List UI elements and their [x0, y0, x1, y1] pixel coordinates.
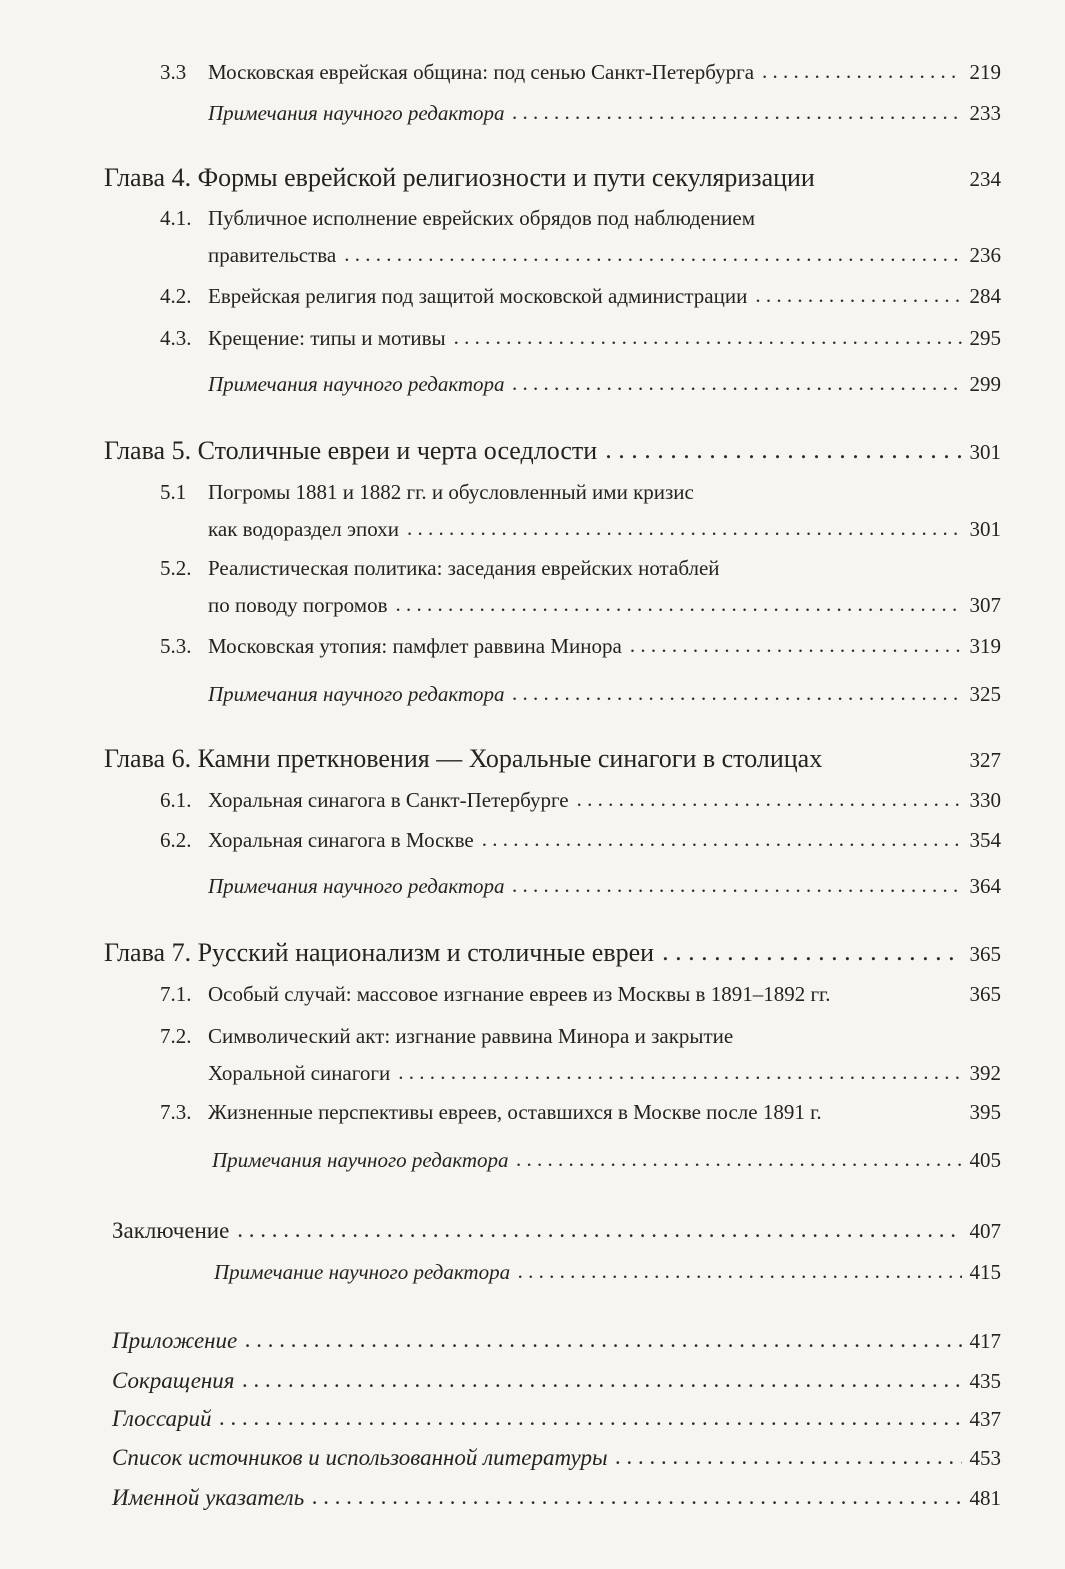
chapter-title: Глава 6. Камни преткновения — Хоральные синагоги в столицах	[104, 744, 823, 773]
dot-leader	[482, 827, 962, 852]
toc-entry-4-3	[160, 326, 1001, 351]
section-title-line2: Хоральной синагоги	[208, 1061, 391, 1085]
notes-title: Примечание научного редактора	[214, 1260, 511, 1284]
page-number: 365	[969, 942, 1001, 966]
page-number: 395	[969, 1100, 1001, 1124]
section-title-line1: Символический акт: изгнание раввина Минора и закрытие	[208, 1024, 734, 1048]
page-number: 233	[969, 101, 1001, 125]
dot-leader	[245, 1327, 961, 1353]
chapter-title: Глава 4. Формы еврейской религиозности и пути секуляризации	[104, 163, 815, 192]
page-number: 405	[969, 1148, 1001, 1172]
section-title: Московская утопия: памфлет раввина Минора	[208, 634, 622, 658]
section-title-line1: Реалистическая политика: заседания еврейских нотаблей	[208, 556, 720, 580]
section-number: 5.2.	[160, 556, 192, 580]
dot-leader	[662, 937, 961, 967]
appendix-title: Приложение	[112, 1328, 238, 1353]
section-title: Хоральная синагога в Санкт-Петербурге	[208, 788, 569, 812]
toc-entry-5-2	[160, 550, 1001, 624]
dot-leader	[513, 681, 962, 706]
dot-leader	[577, 787, 962, 812]
chapter-title: Глава 7. Русский национализм и столичные евреи	[104, 938, 655, 967]
dot-leader	[616, 1444, 962, 1470]
section-title-line2: как водораздел эпохи	[208, 517, 399, 541]
page-number: 236	[969, 243, 1001, 267]
toc-entry-conclusion	[112, 1218, 1001, 1244]
section-title: Особый случай: массовое изгнание евреев из Москвы в 1891–1892 гг.	[208, 982, 831, 1006]
section-number: 4.3.	[160, 326, 192, 350]
section-number: 5.3.	[160, 634, 192, 658]
page-number: 299	[969, 372, 1001, 396]
page-number: 301	[969, 440, 1001, 464]
name-index-title: Именной указатель	[112, 1485, 305, 1510]
toc-entry-7-3	[160, 1100, 1001, 1125]
notes-title: Примечания научного редактора	[208, 874, 505, 898]
chapter-title: Глава 5. Столичные евреи и черта оседлости	[104, 436, 598, 465]
dot-leader	[220, 1405, 962, 1431]
conclusion-title: Заключение	[112, 1218, 230, 1243]
page-number: 295	[969, 326, 1001, 350]
page-number: 365	[969, 982, 1001, 1006]
dot-leader	[755, 283, 961, 308]
page-number: 325	[969, 682, 1001, 706]
page-number: 219	[969, 60, 1001, 84]
section-number: 4.2.	[160, 284, 192, 308]
page-number: 234	[969, 167, 1001, 191]
section-title-line1: Публичное исполнение еврейских обрядов под наблюдением	[208, 206, 755, 230]
section-number: 6.2.	[160, 828, 192, 852]
toc-entry-glossary	[112, 1406, 1001, 1432]
glossary-title: Глоссарий	[112, 1406, 212, 1431]
toc-entry-4-2	[160, 284, 1001, 309]
page-number: 453	[969, 1446, 1001, 1470]
toc-entry-appendix	[112, 1328, 1001, 1354]
section-title: Еврейская религия под защитой московской администрации	[208, 284, 748, 308]
page-number: 435	[969, 1369, 1001, 1393]
toc-entry-5-1	[160, 474, 1001, 548]
section-number: 5.1	[160, 480, 187, 504]
toc-entry-7-1	[160, 982, 1001, 1007]
dot-leader	[518, 1259, 961, 1284]
toc-entry-5-3	[160, 634, 1001, 659]
section-number: 7.1.	[160, 982, 192, 1006]
toc-entry-7-2	[160, 1018, 1001, 1092]
dot-leader	[398, 1054, 961, 1091]
dot-leader	[517, 1147, 962, 1172]
dot-leader	[762, 59, 961, 84]
toc-entry-bibliography	[112, 1445, 1001, 1471]
notes-title: Примечания научного редактора	[208, 101, 505, 125]
toc-entry-notes-3	[208, 101, 1001, 126]
toc-entry-abbreviations	[112, 1368, 1001, 1394]
page-number: 319	[969, 634, 1001, 658]
abbreviations-title: Сокращения	[112, 1368, 235, 1393]
notes-title: Примечания научного редактора	[212, 1148, 509, 1172]
section-title: Московская еврейская община: под сенью Санкт-Петербурга	[208, 60, 755, 84]
page-number: 437	[969, 1407, 1001, 1431]
section-title: Хоральная синагога в Москве	[208, 828, 474, 852]
toc-entry-4-1	[160, 200, 1001, 274]
page-number: 407	[969, 1219, 1001, 1243]
toc-entry-chapter-7	[104, 938, 1001, 968]
toc-entry-chapter-6	[104, 744, 1001, 774]
toc-entry-3-3	[160, 60, 1001, 85]
section-title-line1: Погромы 1881 и 1882 гг. и обусловленный ими кризис	[208, 480, 694, 504]
bibliography-title: Список источников и использованной литературы	[112, 1445, 608, 1470]
toc-entry-name-index	[112, 1485, 1001, 1511]
section-title: Крещение: типы и мотивы	[208, 326, 446, 350]
toc-entry-chapter-5	[104, 436, 1001, 466]
notes-title: Примечания научного редактора	[208, 372, 505, 396]
page-number: 417	[969, 1329, 1001, 1353]
page-number: 415	[969, 1260, 1001, 1284]
dot-leader	[237, 1217, 961, 1243]
page-number: 481	[969, 1486, 1001, 1510]
page-number: 392	[969, 1061, 1001, 1085]
section-number: 3.3	[160, 60, 187, 84]
section-number: 7.2.	[160, 1024, 192, 1048]
section-number: 6.1.	[160, 788, 192, 812]
toc-entry-6-1	[160, 788, 1001, 813]
section-number: 7.3.	[160, 1100, 192, 1124]
dot-leader	[513, 873, 962, 898]
toc-entry-chapter-4	[104, 163, 1001, 193]
page-number: 354	[969, 828, 1001, 852]
dot-leader	[513, 100, 962, 125]
dot-leader	[407, 510, 962, 547]
dot-leader	[312, 1484, 961, 1510]
toc-entry-notes-conclusion	[214, 1260, 1001, 1285]
dot-leader	[395, 586, 961, 623]
dot-leader	[630, 633, 962, 658]
page-number: 327	[969, 748, 1001, 772]
page-number: 301	[969, 517, 1001, 541]
dot-leader	[243, 1367, 962, 1393]
section-number: 4.1.	[160, 206, 192, 230]
dot-leader	[344, 236, 961, 273]
section-title-line2: правительства	[208, 243, 337, 267]
dot-leader	[454, 325, 962, 350]
page-number: 307	[969, 593, 1001, 617]
toc-entry-6-2	[160, 828, 1001, 853]
toc-entry-notes-4	[208, 372, 1001, 397]
toc-entry-notes-6	[208, 874, 1001, 899]
page-number: 330	[969, 788, 1001, 812]
section-title: Жизненные перспективы евреев, оставшихся в Москве после 1891 г.	[208, 1100, 822, 1124]
notes-title: Примечания научного редактора	[208, 682, 505, 706]
toc-entry-notes-5	[208, 682, 1001, 707]
page-number: 284	[969, 284, 1001, 308]
toc-entry-notes-7	[212, 1148, 1001, 1173]
dot-leader	[513, 371, 962, 396]
dot-leader	[605, 435, 961, 465]
page-number: 364	[969, 874, 1001, 898]
section-title-line2: по поводу погромов	[208, 593, 388, 617]
